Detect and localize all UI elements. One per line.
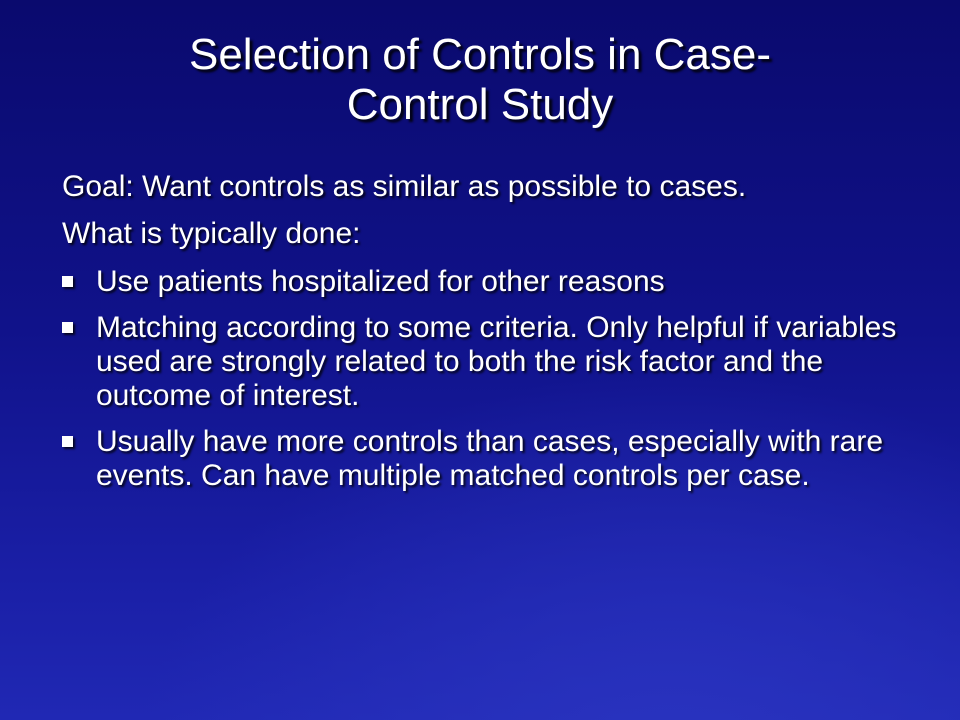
title-line-1: Selection of Controls in Case- [188, 30, 772, 79]
square-bullet-icon [62, 322, 73, 333]
title-line-2: Control Study [346, 80, 614, 129]
bullet-text-3: Usually have more controls than cases, especially with rare events. Can have multiple matched controls per case. [96, 425, 884, 492]
typically-done-paragraph: What is typically done: [62, 217, 361, 250]
bullet-text-1: Use patients hospitalized for other reasons [96, 265, 665, 298]
bullet-item-2 [62, 311, 922, 413]
goal-paragraph: Goal: Want controls as similar as possible to cases. [62, 170, 747, 203]
bullet-item-1 [62, 265, 922, 299]
square-bullet-icon [62, 276, 73, 287]
slide-title [60, 30, 900, 130]
bullet-item-3 [62, 425, 922, 493]
slide-body [62, 170, 922, 505]
bullet-text-2: Matching according to some criteria. Only helpful if variables used are strongly related to both the risk factor and the outcome of interest. [96, 311, 897, 412]
square-bullet-icon [62, 436, 73, 447]
